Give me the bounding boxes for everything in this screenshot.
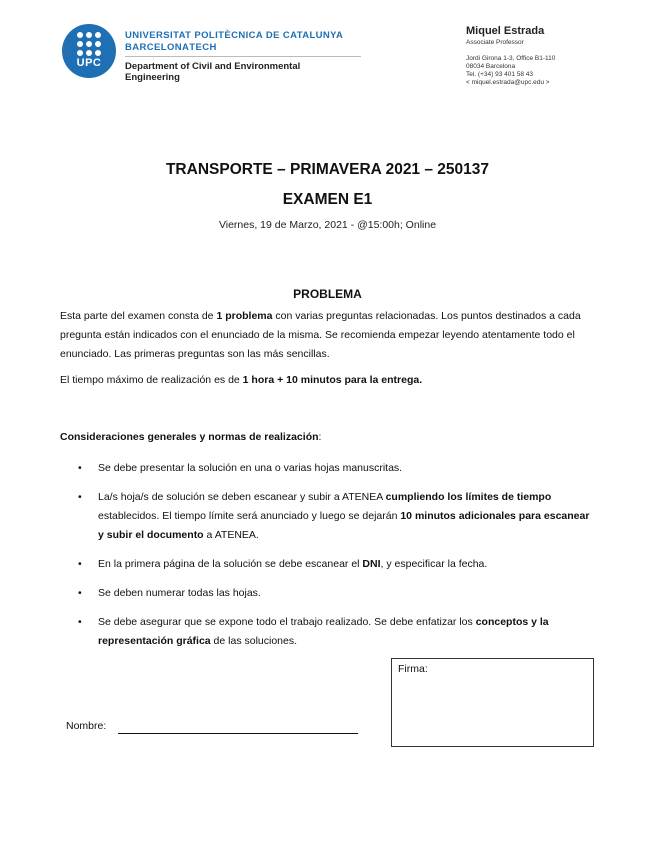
professor-email: < miquel.estrada@upc.edu >	[466, 79, 550, 86]
problem-heading: PROBLEMA	[293, 287, 362, 301]
professor-address1: Jordi Girona 1-3, Office B1-110	[466, 55, 556, 62]
bullet-icon: •	[78, 616, 82, 628]
list-item: • La/s hoja/s de solución se deben escanear y subir a ATENEA cumpliendo los límites de tiempo establecidos. El tiempo límite será anunciado y luego se dejarán 10 minutos adicionales para escanear y subir el documento a ATENEA.	[78, 488, 598, 545]
exam-title: TRANSPORTE – PRIMAVERA 2021 – 250137	[165, 161, 490, 178]
list-item: • En la primera página de la solución se debe escanear el DNI, y especificar la fecha.	[78, 555, 598, 574]
header-divider	[125, 56, 361, 57]
list-item: • Se debe asegurar que se expone todo el trabajo realizado. Se debe enfatizar los conceptos y la representación gráfica de las soluciones.	[78, 613, 598, 651]
professor-address2: 08034 Barcelona	[466, 63, 516, 70]
exam-date: Viernes, 19 de Marzo, 2021 - @15:00h; Online	[218, 219, 437, 231]
logo-text: UPC	[76, 57, 102, 69]
bullet-icon: •	[78, 491, 82, 503]
list-item: • Se deben numerar todas las hojas.	[78, 584, 598, 603]
name-line	[118, 733, 358, 734]
upc-logo	[62, 24, 116, 78]
signature-box	[391, 658, 594, 747]
problem-paragraph-1: Esta parte del examen consta de 1 problema con varias preguntas relacionadas. Los puntos destinados a cada pregunta están indicados con el enunciado de la misma. Se recomienda empezar leyendo atentamente todo el enunciado. Las primeras preguntas son las más sencillas.	[60, 310, 581, 360]
bullet-icon: •	[78, 558, 82, 570]
university-name: UNIVERSITAT POLITÈCNICA DE CATALUNYA	[125, 30, 344, 41]
university-campus: BARCELONATECH	[125, 42, 217, 53]
bullet-icon: •	[78, 587, 82, 599]
considerations-title: Consideraciones generales y normas de realización:	[60, 431, 322, 443]
signature-label: Firma:	[398, 663, 428, 675]
professor-phone: Tel. (+34) 93 401 58 43	[466, 71, 534, 78]
name-label: Nombre:	[66, 720, 107, 732]
professor-name: Miquel Estrada	[466, 25, 545, 37]
bullet-icon: •	[78, 462, 82, 474]
department-name: Department of Civil and Environmental Engineering	[125, 61, 301, 83]
problem-paragraph-2: El tiempo máximo de realización es de 1 hora + 10 minutos para la entrega.	[60, 374, 423, 386]
list-item: • Se debe presentar la solución en una o varias hojas manuscritas.	[78, 459, 598, 478]
professor-role: Associate Professor	[466, 39, 524, 46]
exam-subtitle: EXAMEN E1	[282, 191, 373, 208]
logo-dots	[77, 32, 103, 56]
